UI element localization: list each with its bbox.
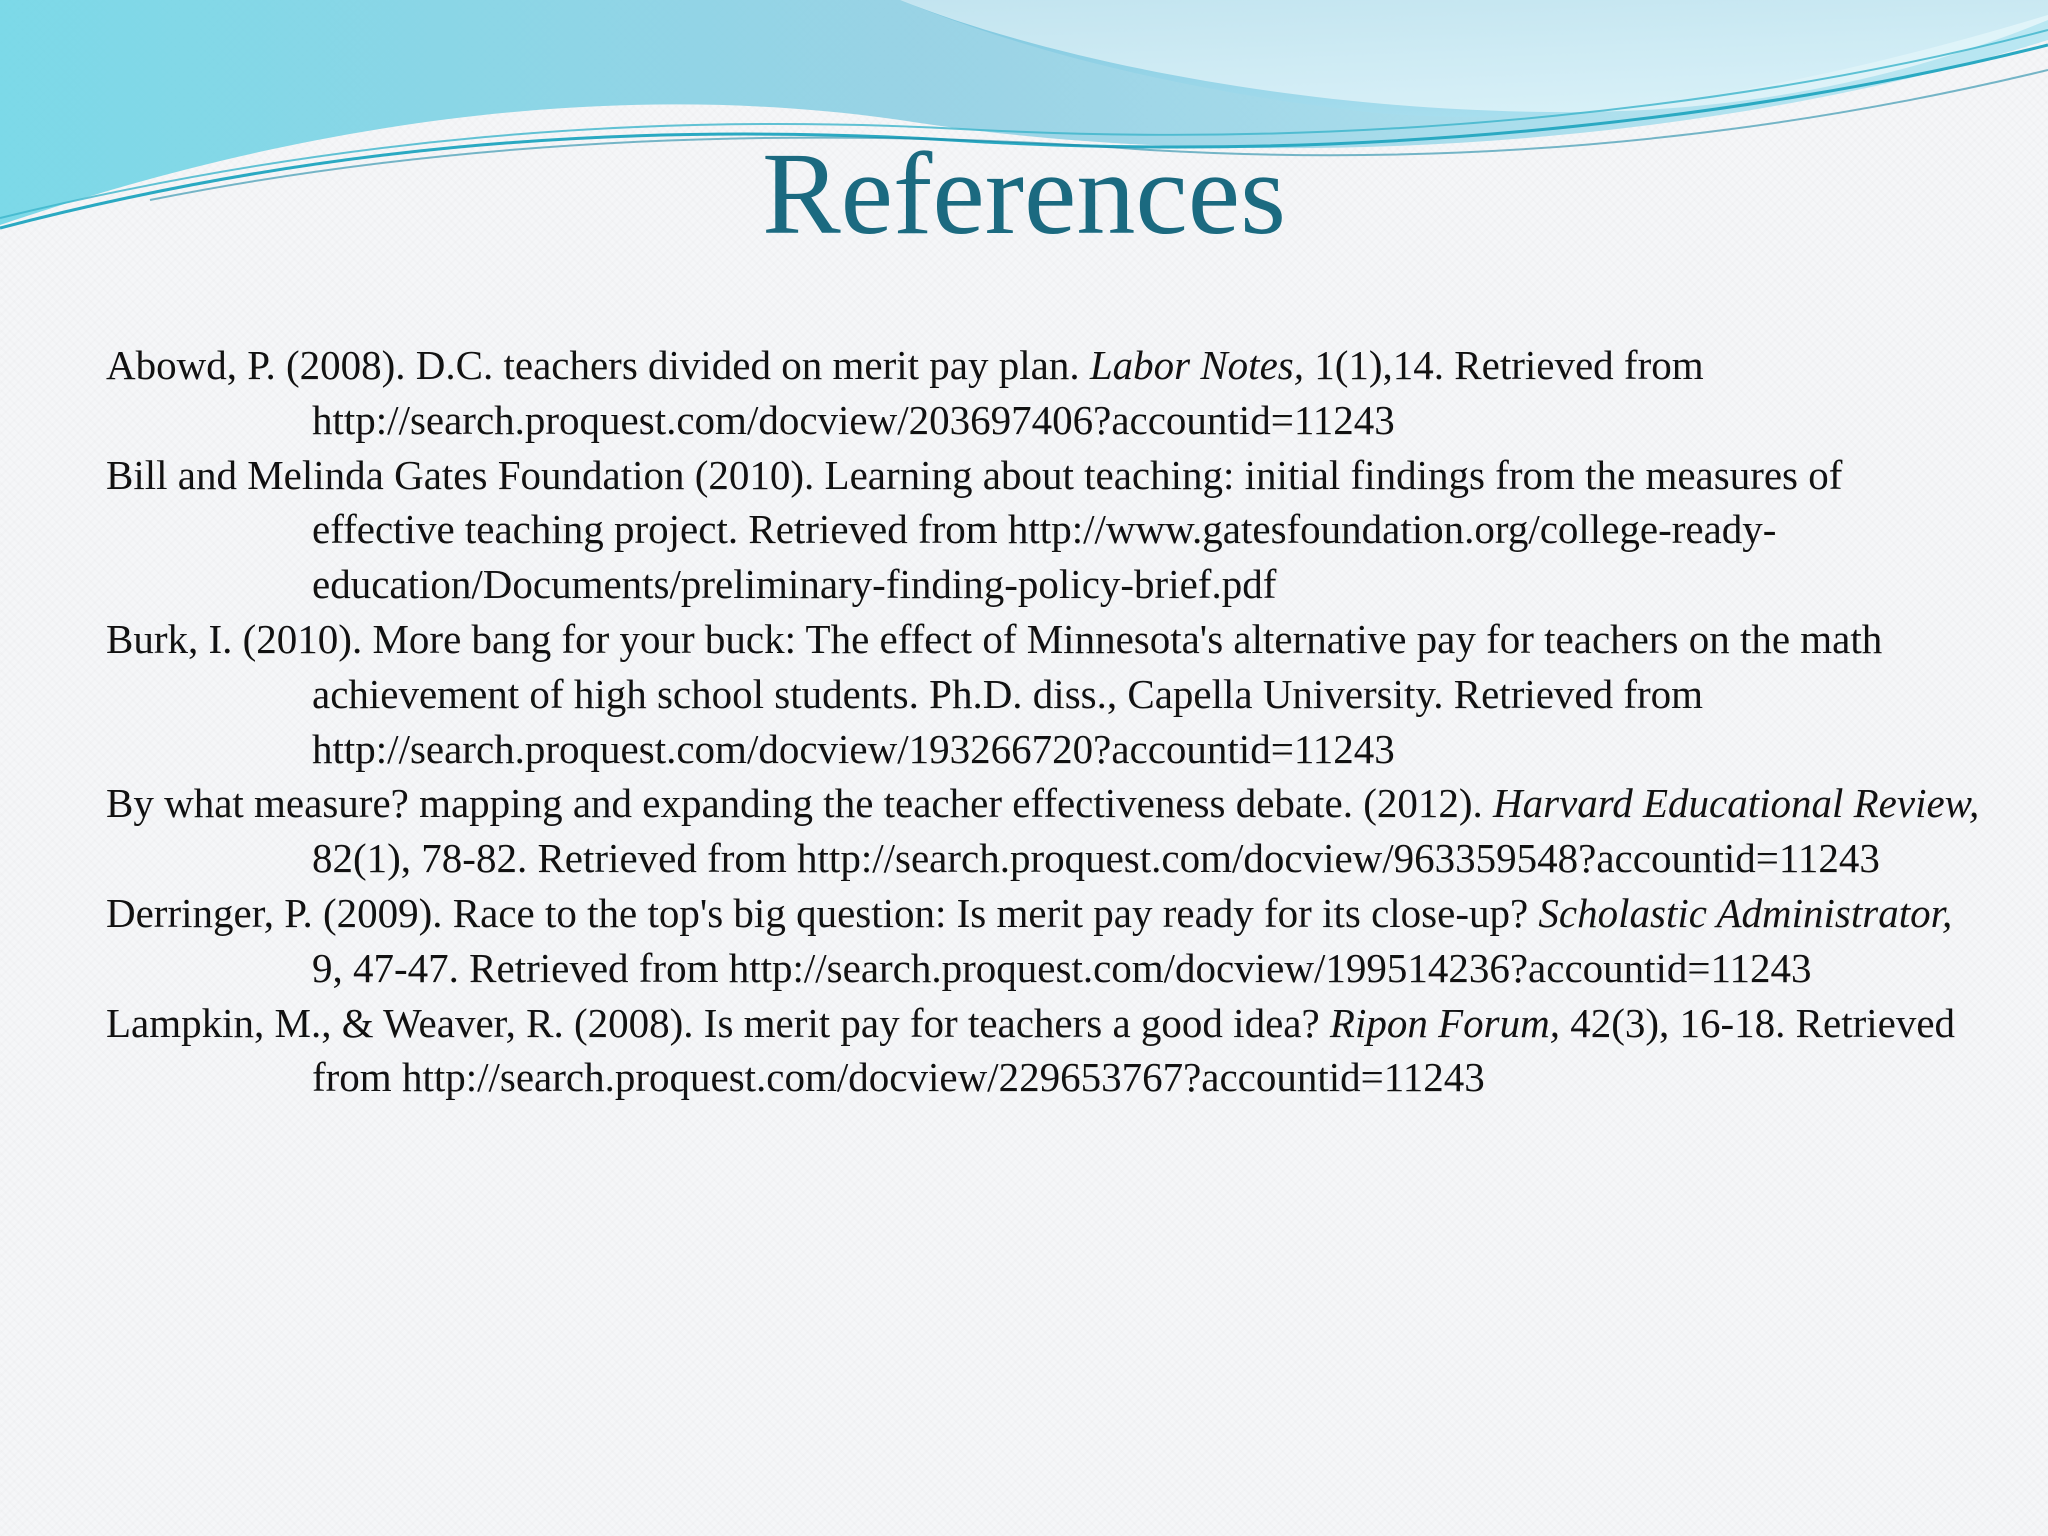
reference-source: Harvard Educational Review, xyxy=(1493,780,1980,827)
reference-text: Lampkin, M., & Weaver, R. (2008). Is merit pay for teachers a good idea? xyxy=(106,999,1330,1046)
slide-title: References xyxy=(761,128,1287,259)
reference-source: Scholastic Administrator, xyxy=(1538,889,1953,936)
reference-source: Labor Notes, xyxy=(1089,342,1304,388)
reference-text: By what measure? mapping and expanding the teacher effectiveness debate. (2012). xyxy=(106,780,1494,827)
reference-entry xyxy=(106,612,1986,776)
reference-details: 9, 47-47. Retrieved from http://search.proquest.com/docview/199514236?accountid=11243 xyxy=(312,944,1812,991)
reference-text: Burk, I. (2010). More bang for your buck: The effect of Minnesota's alternative pay for teachers on the math achievement of high school students. Ph.D. diss., Capella University. Retrieved from http://search.proquest.com/docview/193266720?accountid=11243 xyxy=(106,615,1883,772)
reference-text: Bill and Melinda Gates Foundation (2010). Learning about teaching: initial findings from the measures of effective teaching project. Retrieved from http://www.gatesfoundation.org/college-ready-education/Documents/preliminary-finding-policy-brief.pdf xyxy=(106,451,1843,608)
reference-text: Derringer, P. (2009). Race to the top's big question: Is merit pay ready for its close-up? xyxy=(106,889,1539,936)
reference-details: 1(1),14. Retrieved from http://search.proquest.com/docview/203697406?accountid=11243 xyxy=(312,342,1704,443)
reference-entry xyxy=(106,886,1986,996)
reference-text: Abowd, P. (2008). D.C. teachers divided on merit pay plan. xyxy=(106,342,1090,388)
reference-list xyxy=(106,338,1986,1105)
reference-entry xyxy=(106,776,1986,886)
reference-details: 42(3), 16-18. Retrieved from http://search.proquest.com/docview/229653767?accountid=11243 xyxy=(312,999,1956,1101)
reference-source: Ripon Forum, xyxy=(1329,999,1560,1046)
reference-details: 82(1), 78-82. Retrieved from http://search.proquest.com/docview/963359548?accountid=11243 xyxy=(312,835,1880,882)
reference-entry xyxy=(106,448,1986,612)
reference-entry xyxy=(106,338,1986,448)
reference-entry xyxy=(106,996,1986,1106)
